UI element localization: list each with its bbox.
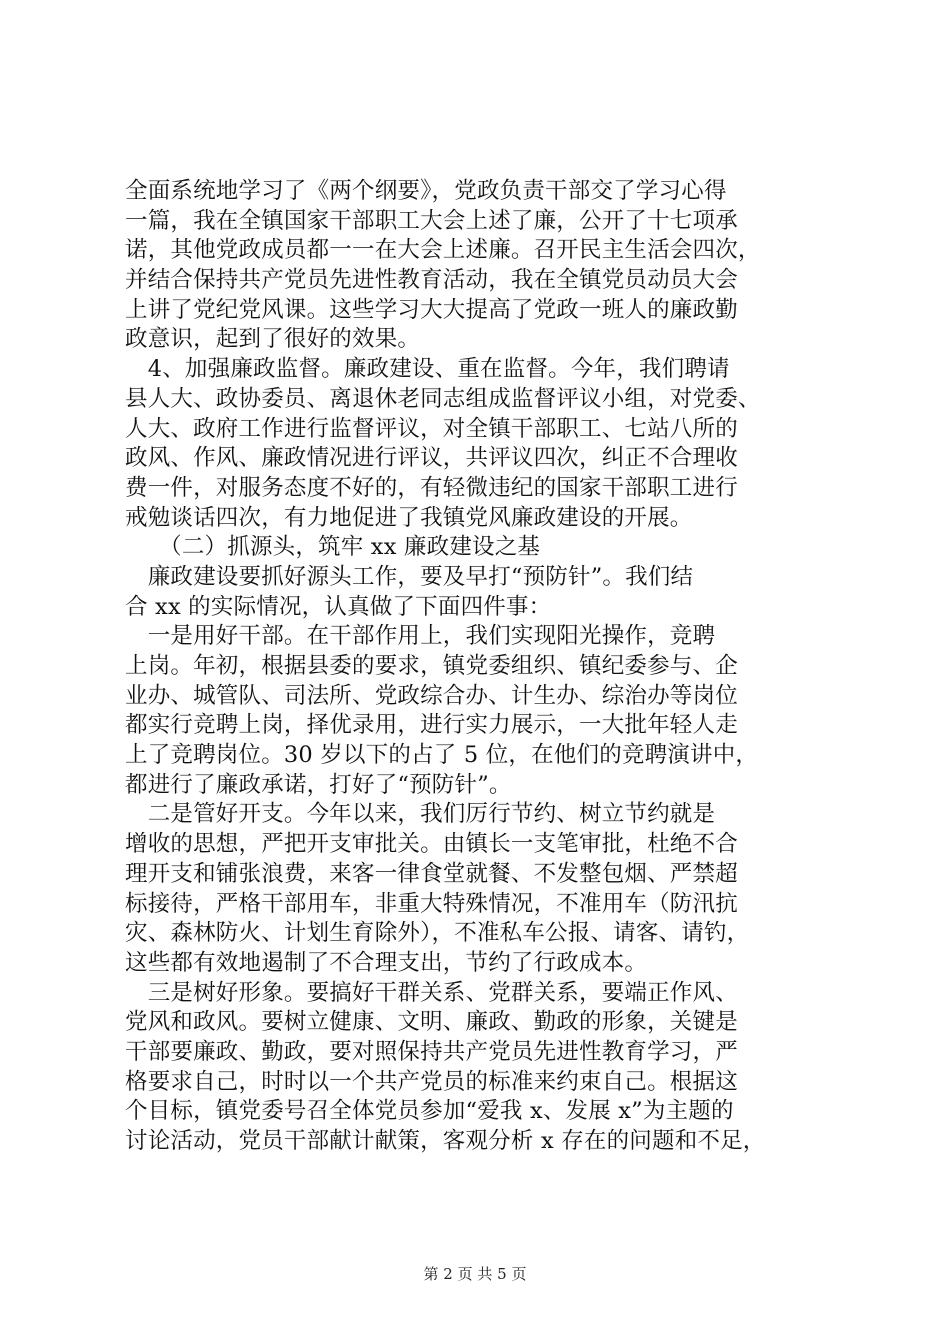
text-line: （二）抓源头，筑牢 xx 廉政建设之基	[125, 534, 541, 561]
text-line: 标接待，严格干部用车，非重大特殊情况，不准用车（防汛抗	[125, 890, 738, 917]
text-line: 干部要廉政、勤政，要对照保持共产党员先进性教育学习，严	[125, 1038, 738, 1065]
text-line: 党风和政风。要树立健康、文明、廉政、勤政的形象，关键是	[125, 1009, 738, 1036]
text-line: 戒勉谈话四次，有力地促进了我镇党风廉政建设的开展。	[125, 504, 693, 531]
text-line: 三是树好形象。要搞好干群关系、党群关系，要端正作风、	[125, 979, 738, 1006]
text-line: 并结合保持共产党员先进性教育活动，我在全镇党员动员大会	[125, 267, 738, 294]
text-line: 二是管好开支。今年以来，我们厉行节约、树立节约就是	[125, 801, 716, 828]
text-line: 廉政建设要抓好源头工作，要及早打“预防针”。我们结	[125, 563, 694, 590]
text-line: 这些都有效地遏制了不合理支出，节约了行政成本。	[125, 949, 648, 976]
document-body	[125, 177, 837, 1157]
text-line: 灾、森林防火、计划生育除外），不准私车公报、请客、请钓，	[125, 920, 750, 947]
text-line: 一是用好干部。在干部作用上，我们实现阳光操作，竞聘	[125, 623, 716, 650]
text-line: 业办、城管队、司法所、党政综合办、计生办、综治办等岗位	[125, 682, 738, 709]
text-line: 上岗。年初，根据县委的要求，镇党委组织、镇纪委参与、企	[125, 653, 738, 679]
text-line: 政意识，起到了很好的效果。	[125, 326, 421, 353]
text-line: 政风、作风、廉政情况进行评议，共评议四次，纠正不合理收	[125, 445, 738, 472]
text-line: 上了竞聘岗位。30 岁以下的占了 5 位，在他们的竞聘演讲中，	[125, 742, 759, 769]
text-line: 都实行竞聘上岗，择优录用，进行实力展示，一大批年轻人走	[125, 712, 738, 739]
page-footer: 第 2 页 共 5 页	[423, 1265, 527, 1283]
text-line: 理开支和铺张浪费，来客一律食堂就餐、不发整包烟、严禁超	[125, 860, 738, 887]
text-line: 人大、政府工作进行监督评议，对全镇干部职工、七站八所的	[125, 415, 738, 442]
text-line: 4、加强廉政监督。廉政建设、重在监督。今年，我们聘请	[125, 356, 730, 383]
text-line: 一篇，我在全镇国家干部职工大会上述了廉，公开了十七项承	[125, 207, 738, 234]
text-line: 上讲了党纪党风课。这些学习大大提高了党政一班人的廉政勤	[125, 296, 738, 323]
text-line: 全面系统地学习了《两个纲要》，党政负责干部交了学习心得	[125, 178, 727, 204]
text-line: 都进行了廉政承诺，打好了“预防针”。	[125, 771, 512, 798]
text-line: 诺，其他党政成员都一一在大会上述廉。召开民主生活会四次，	[125, 237, 761, 264]
text-line: 费一件，对服务态度不好的，有轻微违纪的国家干部职工进行	[125, 474, 738, 501]
text-line: 个目标，镇党委号召全体党员参加“爱我 x、发展 x”为主题的	[125, 1098, 734, 1125]
text-line: 县人大、政协委员、离退休老同志组成监督评议小组，对党委、	[125, 385, 761, 412]
text-line: 讨论活动，党员干部献计献策，客观分析 x 存在的问题和不足，	[125, 1128, 766, 1154]
text-line: 增收的思想，严把开支审批关。由镇长一支笔审批，杜绝不合	[125, 831, 738, 858]
text-line: 格要求自己，时时以一个共产党员的标准来约束自己。根据这	[125, 1068, 738, 1095]
text-line: 合 xx 的实际情况，认真做了下面四件事：	[125, 593, 552, 620]
